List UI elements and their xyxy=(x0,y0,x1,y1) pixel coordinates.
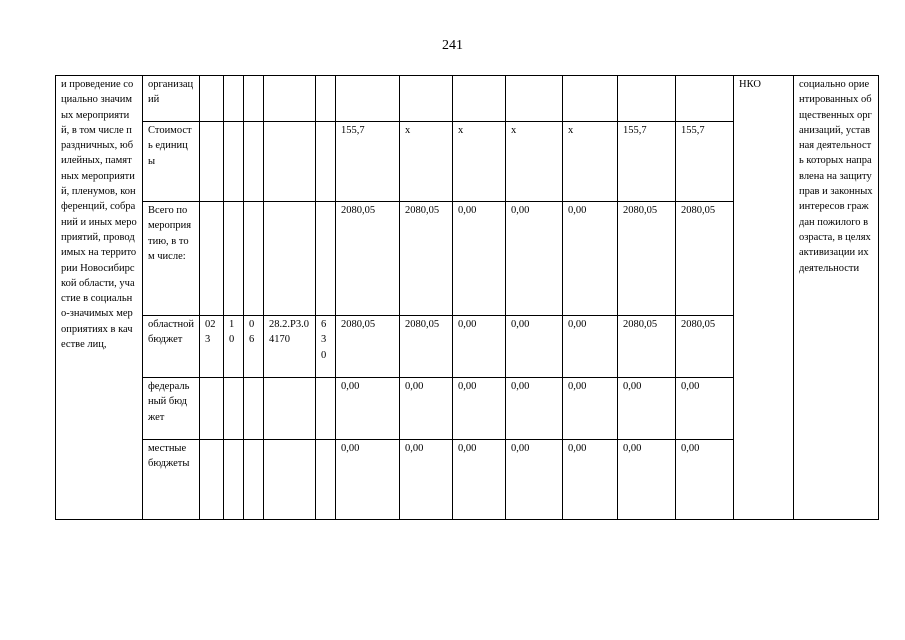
budget-table xyxy=(55,75,879,520)
purpose-cell: социально ориентированных общественных организаций, уставная деятельность которых направлена на защиту прав и законных интересов граждан пожилого возраста, в целях активизации их деятельности xyxy=(794,76,879,520)
code-pr xyxy=(244,440,264,520)
value-cell: 0,00 xyxy=(676,378,734,440)
event-description-cell: и проведение социально значимых мероприятий, в том числе праздничных, юбилейных, памятных мероприятий, пленумов, конференций, собраний и иных мероприятий, проводимых на территории Новосибирской области, участие в социально-значимых мероприятиях в качестве лиц, xyxy=(56,76,143,520)
value-cell: 0,00 xyxy=(506,316,563,378)
code-pr: 06 xyxy=(244,316,264,378)
table-row xyxy=(56,76,879,122)
code-vr xyxy=(316,440,336,520)
value-cell: 0,00 xyxy=(453,202,506,316)
code-vr xyxy=(316,378,336,440)
value-cell: 0,00 xyxy=(563,440,618,520)
code-csr xyxy=(264,76,316,122)
value-cell xyxy=(453,76,506,122)
code-pr xyxy=(244,122,264,202)
row-label: Всего по мероприятию, в том числе: xyxy=(143,202,200,316)
value-cell: 0,00 xyxy=(676,440,734,520)
row-label: федеральный бюджет xyxy=(143,378,200,440)
code-vr: 630 xyxy=(316,316,336,378)
code-csr xyxy=(264,202,316,316)
value-cell: 0,00 xyxy=(336,440,400,520)
code-rz xyxy=(224,202,244,316)
value-cell: 2080,05 xyxy=(618,316,676,378)
value-cell xyxy=(676,76,734,122)
value-cell: x xyxy=(400,122,453,202)
value-cell: 2080,05 xyxy=(336,316,400,378)
value-cell: 0,00 xyxy=(618,378,676,440)
code-pr xyxy=(244,202,264,316)
value-cell xyxy=(336,76,400,122)
code-pr xyxy=(244,76,264,122)
code-grbs xyxy=(200,122,224,202)
code-rz xyxy=(224,378,244,440)
value-cell: 155,7 xyxy=(676,122,734,202)
value-cell: 0,00 xyxy=(400,440,453,520)
value-cell: 2080,05 xyxy=(336,202,400,316)
code-grbs xyxy=(200,440,224,520)
value-cell: x xyxy=(453,122,506,202)
code-vr xyxy=(316,202,336,316)
value-cell: 0,00 xyxy=(453,316,506,378)
value-cell: 0,00 xyxy=(563,202,618,316)
row-label: организаций xyxy=(143,76,200,122)
value-cell: 0,00 xyxy=(563,378,618,440)
code-csr xyxy=(264,122,316,202)
value-cell: 2080,05 xyxy=(400,316,453,378)
code-csr xyxy=(264,440,316,520)
value-cell xyxy=(618,76,676,122)
value-cell: 0,00 xyxy=(453,440,506,520)
code-grbs: 023 xyxy=(200,316,224,378)
code-rz: 10 xyxy=(224,316,244,378)
code-csr xyxy=(264,378,316,440)
value-cell: 2080,05 xyxy=(400,202,453,316)
code-rz xyxy=(224,440,244,520)
code-pr xyxy=(244,378,264,440)
value-cell: 2080,05 xyxy=(676,316,734,378)
row-label: Стоимость единицы xyxy=(143,122,200,202)
page-number: 241 xyxy=(442,38,463,53)
value-cell: 0,00 xyxy=(506,378,563,440)
value-cell: 0,00 xyxy=(506,202,563,316)
value-cell: 0,00 xyxy=(563,316,618,378)
code-grbs xyxy=(200,202,224,316)
code-grbs xyxy=(200,76,224,122)
value-cell xyxy=(400,76,453,122)
value-cell: 2080,05 xyxy=(618,202,676,316)
code-vr xyxy=(316,122,336,202)
value-cell: 0,00 xyxy=(400,378,453,440)
value-cell: x xyxy=(506,122,563,202)
value-cell: 0,00 xyxy=(336,378,400,440)
value-cell xyxy=(563,76,618,122)
code-grbs xyxy=(200,378,224,440)
value-cell: 2080,05 xyxy=(676,202,734,316)
value-cell xyxy=(506,76,563,122)
code-vr xyxy=(316,76,336,122)
value-cell: 155,7 xyxy=(336,122,400,202)
row-label: областной бюджет xyxy=(143,316,200,378)
value-cell: x xyxy=(563,122,618,202)
row-label: местные бюджеты xyxy=(143,440,200,520)
code-rz xyxy=(224,76,244,122)
code-rz xyxy=(224,122,244,202)
value-cell: 155,7 xyxy=(618,122,676,202)
code-csr: 28.2.Р3.04170 xyxy=(264,316,316,378)
value-cell: 0,00 xyxy=(618,440,676,520)
performer-cell: НКО xyxy=(734,76,794,520)
value-cell: 0,00 xyxy=(453,378,506,440)
value-cell: 0,00 xyxy=(506,440,563,520)
